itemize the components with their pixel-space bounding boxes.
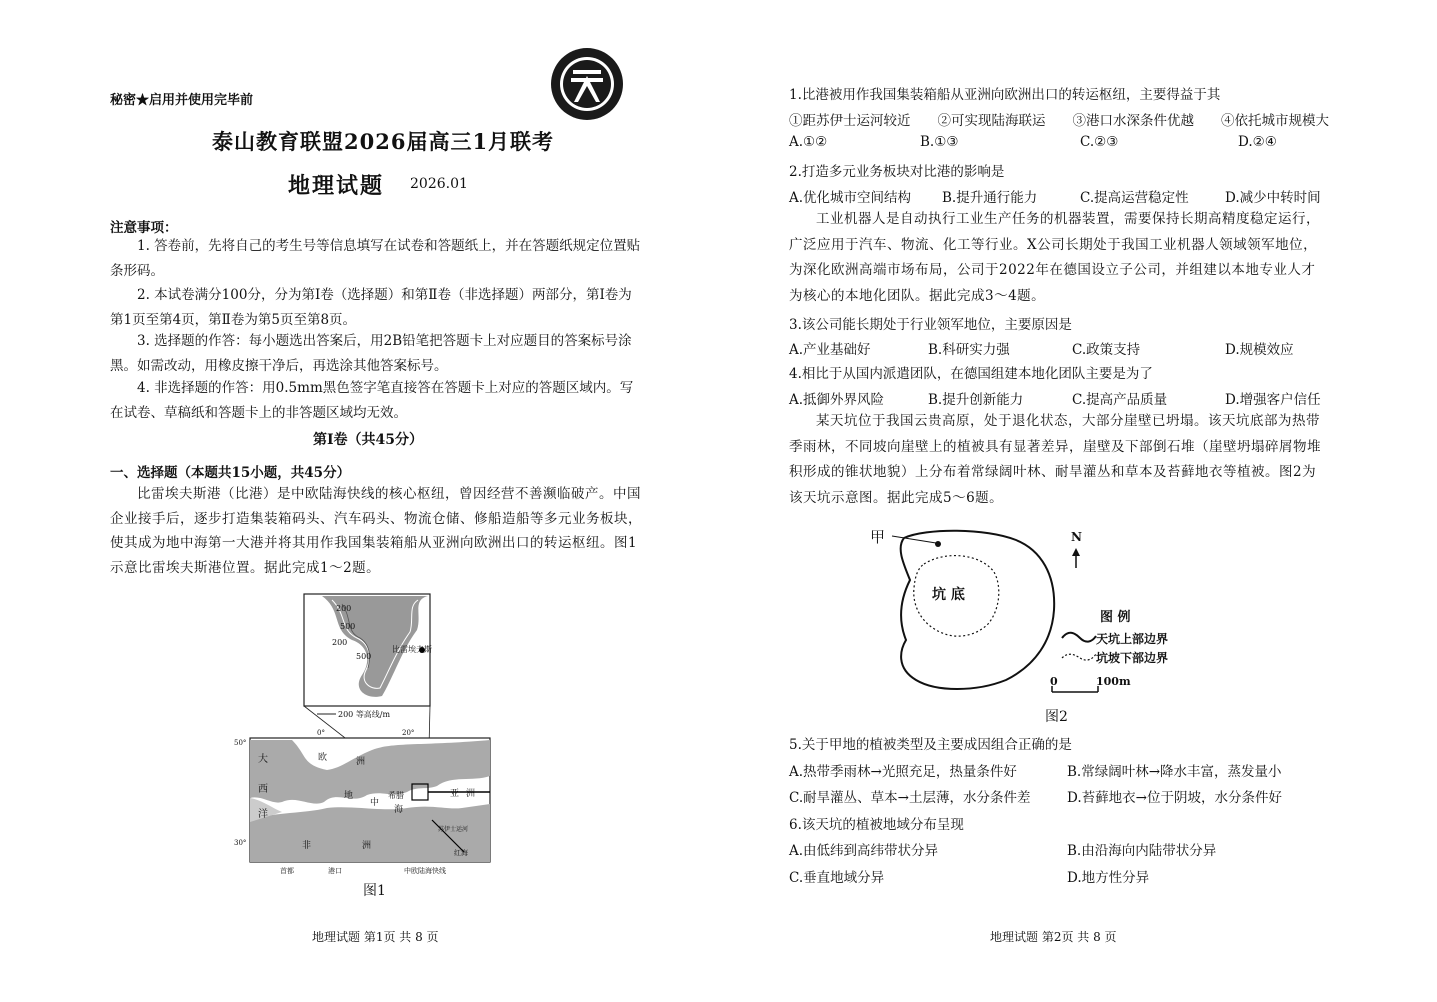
q1-option-a: A.①② (789, 134, 828, 150)
map-region-label: 苏伊士运河 (438, 826, 469, 833)
legend-express-line: 中欧陆海快线 (404, 867, 446, 875)
q3-option-c: C.政策支持 (1072, 342, 1141, 358)
figure2-diagram (866, 520, 1196, 700)
map-region-label: 希腊 (388, 791, 404, 800)
q4-option-a: A.抵御外界风险 (789, 392, 885, 408)
notice-item: 4. 非选择题的作答：用0.5mm黑色签字笔直接答在答题卡上对应的答题区域内。写在试卷、草稿纸和答题卡上的非答题区域均无效。 (110, 380, 634, 421)
contour-legend: 200 等高线/m (338, 710, 391, 719)
q3-option-a: A.产业基础好 (789, 342, 871, 358)
q5-stem: 5.关于甲地的植被类型及主要成因组合正确的是 (789, 737, 1072, 753)
figure1-caption: 图1 (363, 883, 386, 899)
figure2-caption: 图2 (1045, 709, 1068, 725)
map-region-label: 地 (344, 791, 354, 801)
subject-title: 地理试题 (288, 173, 385, 199)
q2-stem: 2.打造多元业务板块对比港的影响是 (789, 164, 1005, 180)
q2-option-c: C.提高运营稳定性 (1080, 190, 1189, 206)
notice-item: 3. 选择题的作答：每小题选出答案后，用2B铅笔把答题卡上对应题目的答案标号涂黑。如需改动，用橡皮擦干净后，再选涂其他答案标号。 (110, 333, 632, 374)
q2-option-d: D.减少中转时间 (1225, 190, 1321, 206)
map-region-label: 洲 (362, 841, 372, 851)
q3-stem: 3.该公司能长期处于行业领军地位，主要原因是 (789, 317, 1072, 333)
scale-100m: 100m (1096, 675, 1131, 688)
figure1-map (232, 590, 502, 880)
map-region-label: 海 (394, 805, 404, 815)
q1-item: ④依托城市规模大 (1221, 113, 1329, 129)
contour-label: 500 (356, 652, 372, 661)
map-region-label: 欧 (318, 753, 328, 763)
section-heading: 一、选择题（本题共15小题，共45分） (110, 465, 351, 481)
map-region-label: 中 (370, 798, 380, 808)
footer-left: 地理试题 第1页 共 8 页 (312, 930, 439, 944)
q1-item: ①距苏伊士运河较近 (789, 113, 911, 129)
exam-date: 2026.01 (410, 176, 468, 192)
q2-option-b: B.提升通行能力 (942, 190, 1038, 206)
q1-option-c: C.②③ (1080, 134, 1119, 150)
map-region-label: 洲 (356, 757, 366, 767)
q1-option-d: D.②④ (1238, 134, 1277, 150)
label-jia: 甲 (870, 528, 886, 546)
footer-right: 地理试题 第2页 共 8 页 (990, 930, 1117, 944)
contour-label: 500 (340, 622, 356, 631)
q1-option-b: B.①③ (920, 134, 959, 150)
longitude-label: 20° (402, 729, 415, 737)
latitude-label: 30° (234, 839, 247, 847)
exam-title: 泰山教育联盟2026届高三1月联考 (212, 129, 555, 154)
q2-option-a: A.优化城市空间结构 (789, 190, 912, 206)
notice-item: 1. 答卷前，先将自己的考生号等信息填写在试卷和答题纸上，并在答题纸规定位置贴条形码。 (110, 238, 641, 279)
map-region-label: 大 (258, 754, 268, 765)
secret-label: 秘密★启用并使用完毕前 (110, 93, 254, 108)
q4-option-c: C.提高产品质量 (1072, 392, 1168, 408)
legend-upper-boundary: 天坑上部边界 (1096, 632, 1169, 646)
q6-option-d: D.地方性分异 (1067, 870, 1150, 886)
q5-option-c: C.耐旱灌丛、草本→土层薄，水分条件差 (789, 790, 1031, 806)
notice-heading: 注意事项： (110, 220, 178, 236)
map-region-label: 洲 (466, 789, 476, 799)
map-region-label: 西 (258, 784, 268, 795)
q4-stem: 4.相比于从国内派遣团队，在德国组建本地化团队主要是为了 (789, 366, 1153, 382)
legend-lower-boundary: 坑坡下部边界 (1096, 651, 1169, 665)
passage-tiankeng: 某天坑位于我国云贵高原，处于退化状态，大部分崖壁已坍塌。该天坑底部为热带季雨林，不同坡向崖壁上的植被具有显著差异，崖壁及下部倒石堆（崖壁坍塌碎屑物堆积形成的锥状地貌）上分布着常绿阔叶林、耐旱灌丛和草本及苔藓地衣等植被。图2为该天坑示意图。据此完成5～6题。 (789, 413, 1321, 506)
q1-item: ③港口水深条件优越 (1072, 113, 1194, 129)
contour-label: 200 (336, 604, 352, 613)
legend-capital: 首都 (280, 867, 294, 875)
map-region-label: 红海 (454, 849, 468, 857)
q1-item: ②可实现陆海联运 (937, 113, 1046, 129)
q4-option-b: B.提升创新能力 (928, 392, 1024, 408)
q3-option-d: D.规模效应 (1225, 342, 1294, 358)
q6-option-c: C.垂直地域分异 (789, 870, 885, 886)
label-pit-bottom: 坑 底 (932, 587, 965, 603)
q5-option-d: D.苔藓地衣→位于阴坡，水分条件好 (1067, 790, 1282, 806)
q1-stem: 1.比港被用作我国集装箱船从亚洲向欧洲出口的转运枢纽，主要得益于其 (789, 87, 1221, 103)
scale-zero: 0 (1050, 675, 1058, 688)
legend-title: 图 例 (1100, 610, 1131, 625)
q6-stem: 6.该天坑的植被地域分布呈现 (789, 817, 964, 833)
passage-robots: 工业机器人是自动执行工业生产任务的机器装置，需要保持长期高精度稳定运行，广泛应用于汽车、物流、化工等行业。X公司长期处于我国工业机器人领域领军地位，为深化欧洲高端市场布局，公司于2022年在德国设立子公司，并组建以本地专业人才为核心的本地化团队。据此完成3～4题。 (789, 211, 1320, 304)
map-region-label: 亚 (450, 789, 460, 799)
q5-option-b: B.常绿阔叶林→降水丰富，蒸发量小 (1067, 764, 1282, 780)
north-arrow-label: N (1071, 530, 1082, 544)
map-region-label: 洋 (258, 809, 268, 820)
longitude-label: 0° (317, 729, 325, 737)
q6-option-b: B.由沿海向内陆带状分异 (1067, 843, 1217, 859)
legend-port: 港口 (328, 867, 342, 875)
q5-option-a: A.热带季雨林→光照充足，热量条件好 (789, 764, 1017, 780)
latitude-label: 50° (234, 739, 247, 747)
q1-items (789, 109, 1329, 129)
q3-option-b: B.科研实力强 (928, 342, 1010, 358)
part-heading: 第Ⅰ卷（共45分） (313, 432, 424, 448)
port-label: 比雷埃夫斯 (392, 645, 432, 654)
q6-option-a: A.由低纬到高纬带状分异 (789, 843, 939, 859)
q4-option-d: D.增强客户信任 (1225, 392, 1321, 408)
map-region-label: 非 (302, 841, 312, 851)
passage-piraeus: 比雷埃夫斯港（比港）是中欧陆海快线的核心枢纽，曾因经营不善濒临破产。中国企业接手后，逐步打造集装箱码头、汽车码头、物流仓储、修船造船等多元业务板块，使其成为地中海第一大港并将其用作我国集装箱船从亚洲向欧洲出口的转运枢纽。图1示意比雷埃夫斯港位置。据此完成1～2题。 (110, 486, 642, 576)
school-seal-logo (549, 46, 625, 122)
notice-item: 2. 本试卷满分100分，分为第Ⅰ卷（选择题）和第Ⅱ卷（非选择题）两部分，第Ⅰ卷为第1页至第4页，第Ⅱ卷为第5页至第8页。 (110, 287, 632, 328)
contour-label: 200 (332, 638, 348, 647)
